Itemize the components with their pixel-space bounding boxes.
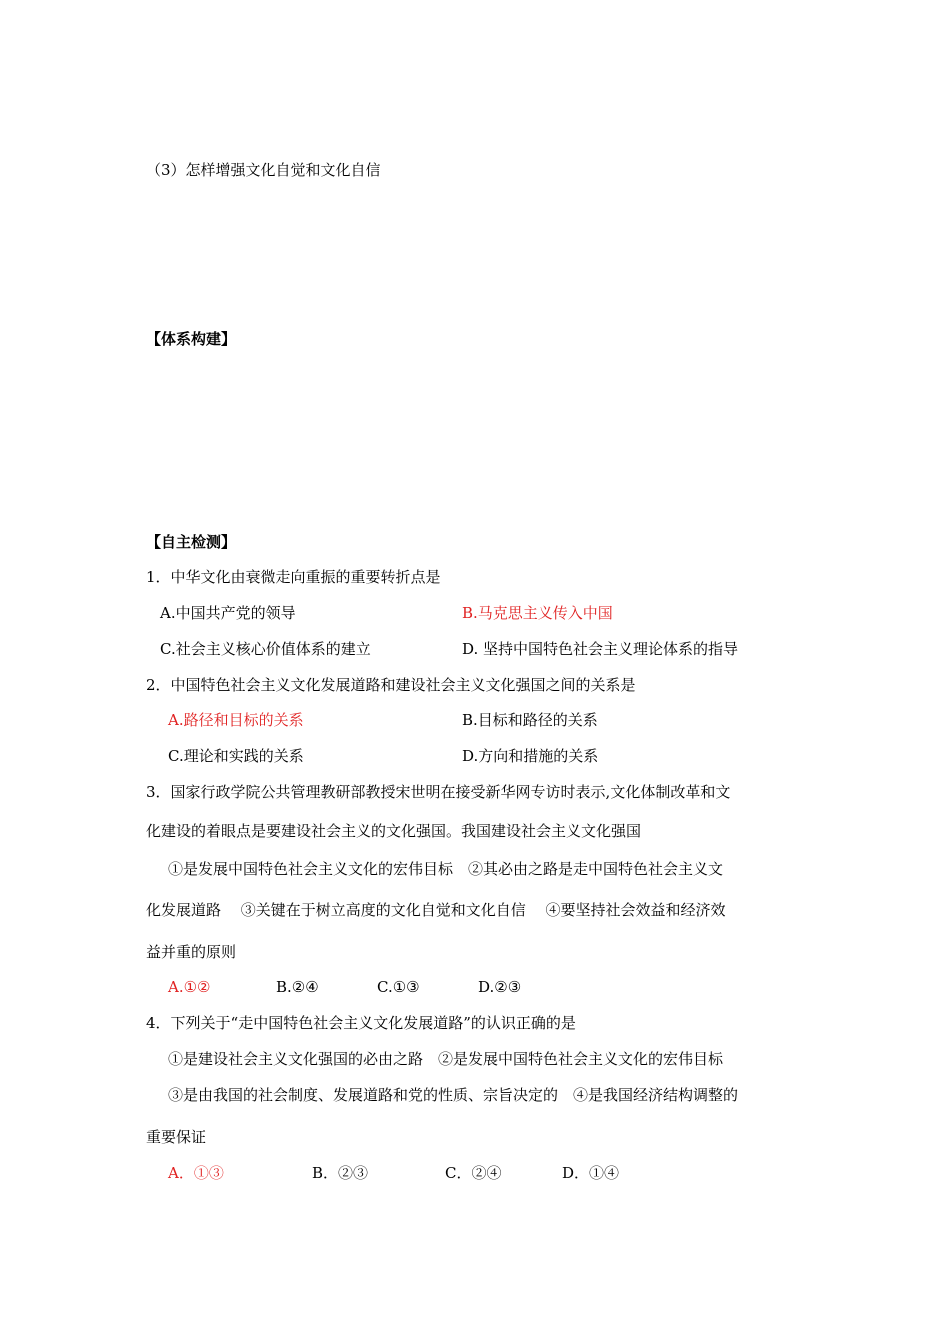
q3-items-line-1: ①是发展中国特色社会主义文化的宏伟目标 ②其必由之路是走中国特色社会主义文	[168, 860, 724, 878]
question-3-prompt: （3）怎样增强文化自觉和文化自信	[146, 161, 381, 179]
q3-option-c: C.①③	[377, 978, 420, 996]
q3-stem-line-1: 3．国家行政学院公共管理教研部教授宋世明在接受新华网专访时表示,文化体制改革和文	[146, 783, 731, 801]
q3-option-a-answer: A.①②	[168, 978, 211, 996]
q3-stem-line-2: 化建设的着眼点是要建设社会主义的文化强国。我国建设社会主义文化强国	[146, 822, 642, 840]
q1-stem: 1．中华文化由衰微走向重振的重要转折点是	[146, 568, 441, 586]
q3-option-b: B.②④	[276, 978, 319, 996]
q2-option-a-answer: A.路径和目标的关系	[168, 711, 304, 729]
q4-items-line-2: ③是由我国的社会制度、发展道路和党的性质、宗旨决定的 ④是我国经济结构调整的	[168, 1086, 739, 1104]
q1-option-a: A.中国共产党的领导	[160, 604, 296, 622]
section-heading-system: 【体系构建】	[146, 330, 237, 348]
q1-option-c: C.社会主义核心价值体系的建立	[160, 640, 371, 658]
q2-option-b: B.目标和路径的关系	[462, 711, 598, 729]
q2-option-d: D.方向和措施的关系	[462, 747, 599, 765]
q4-option-c: C．②④	[445, 1164, 502, 1182]
q4-option-d: D．①④	[562, 1164, 620, 1182]
q4-option-a-answer: A．①③	[168, 1164, 224, 1182]
q4-items-line-3: 重要保证	[146, 1128, 207, 1146]
q3-option-d: D.②③	[478, 978, 522, 996]
q1-option-d: D. 坚持中国特色社会主义理论体系的指导	[462, 640, 739, 658]
q1-option-b-answer: B.马克思主义传入中国	[462, 604, 613, 622]
section-heading-check: 【自主检测】	[146, 533, 237, 551]
q4-option-b: B．②③	[312, 1164, 369, 1182]
q3-items-line-3: 益并重的原则	[146, 943, 237, 961]
q3-items-line-2: 化发展道路 ③关键在于树立高度的文化自觉和文化自信 ④要坚持社会效益和经济效	[146, 901, 726, 919]
q2-option-c: C.理论和实践的关系	[168, 747, 304, 765]
q4-items-line-1: ①是建设社会主义文化强国的必由之路 ②是发展中国特色社会主义文化的宏伟目标	[168, 1050, 724, 1068]
q4-stem: 4．下列关于“走中国特色社会主义文化发展道路”的认识正确的是	[146, 1014, 576, 1032]
q2-stem: 2．中国特色社会主义文化发展道路和建设社会主义文化强国之间的关系是	[146, 676, 636, 694]
